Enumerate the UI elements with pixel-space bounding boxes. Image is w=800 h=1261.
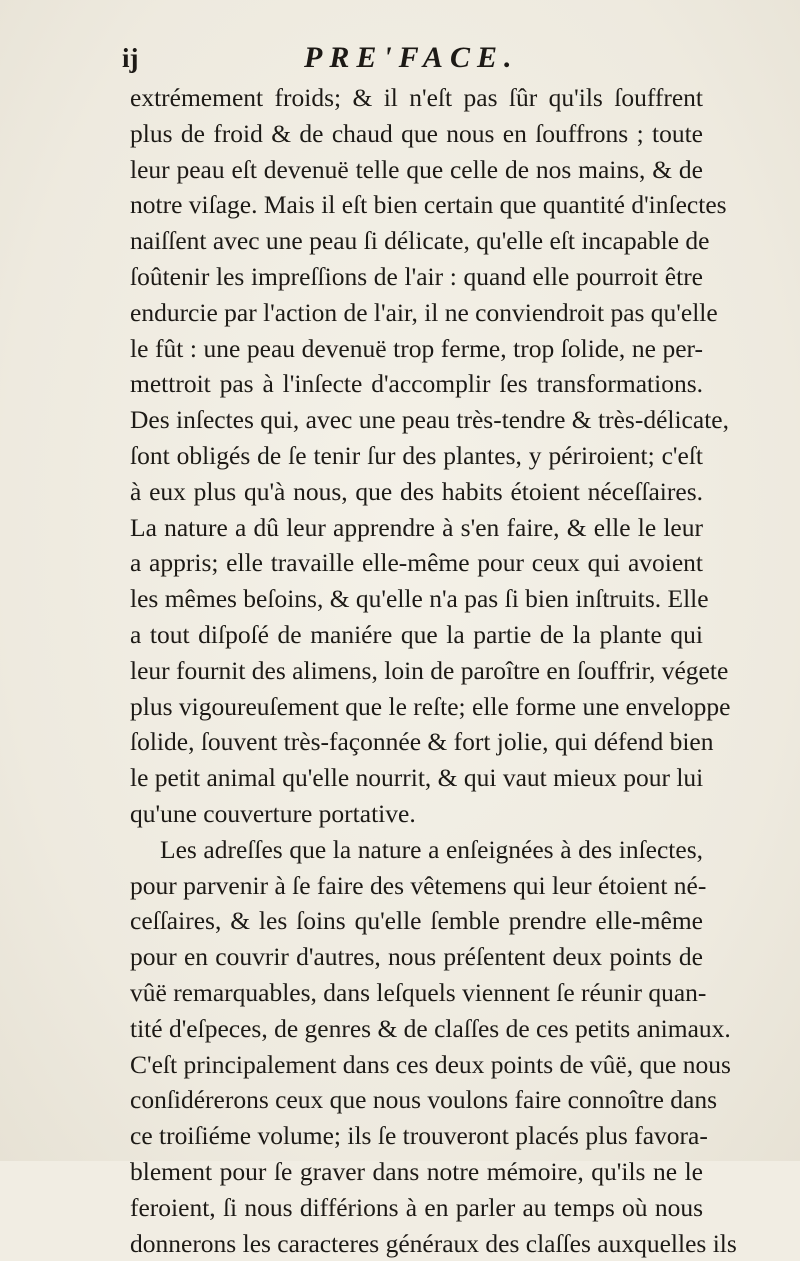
text-line: ce troiſiéme volume; ils ſe trouveront placés plus favora- xyxy=(130,1118,703,1154)
text-line: naiſſent avec une peau ſi délicate, qu'elle eſt incapable de xyxy=(130,223,703,259)
page-header xyxy=(122,40,702,76)
text-line: tité d'eſpeces, de genres & de claſſes de ces petits animaux. xyxy=(130,1011,703,1047)
text-line: plus vigoureuſement que le reſte; elle forme une enveloppe xyxy=(130,689,703,725)
text-line: extrémement froids; & il n'eſt pas ſûr qu'ils ſouffrent xyxy=(130,80,703,116)
text-line: blement pour ſe graver dans notre mémoire, qu'ils ne le xyxy=(130,1154,703,1190)
text-line: ſont obligés de ſe tenir ſur des plantes, y périroient; c'eſt xyxy=(130,438,703,474)
text-line: ceſſaires, & les ſoins qu'elle ſemble prendre elle-même xyxy=(130,903,703,939)
text-line: C'eſt principalement dans ces deux points de vûë, que nous xyxy=(130,1047,703,1083)
text-line: mettroit pas à l'inſecte d'accomplir ſes transformations. xyxy=(130,366,703,402)
text-line: les mêmes beſoins, & qu'elle n'a pas ſi bien inſtruits. Elle xyxy=(130,581,703,617)
text-line: La nature a dû leur apprendre à s'en faire, & elle le leur xyxy=(130,510,703,546)
text-line: notre viſage. Mais il eſt bien certain que quantité d'inſectes xyxy=(130,187,703,223)
page-number: ij xyxy=(122,40,139,76)
paragraph-start-line: Les adreſſes que la nature a enſeignées à des inſectes, xyxy=(130,832,703,868)
paragraph-end-line: qu'une couverture portative. xyxy=(130,796,703,832)
text-line: le petit animal qu'elle nourrit, & qui vaut mieux pour lui xyxy=(130,760,703,796)
text-line: conſidérerons ceux que nous voulons faire connoître dans xyxy=(130,1082,703,1118)
text-line: Des inſectes qui, avec une peau très-tendre & très-délicate, xyxy=(130,402,703,438)
text-line: vûë remarquables, dans leſquels viennent ſe réunir quan- xyxy=(130,975,703,1011)
text-line: feroient, ſi nous différions à en parler au temps où nous xyxy=(130,1190,703,1226)
text-line: ſolide, ſouvent très-façonnée & fort jolie, qui défend bien xyxy=(130,724,703,760)
text-line: plus de froid & de chaud que nous en ſouffrons ; toute xyxy=(130,116,703,152)
text-line: ſoûtenir les impreſſions de l'air : quand elle pourroit être xyxy=(130,259,703,295)
text-line: a tout diſpoſé de maniére que la partie de la plante qui xyxy=(130,617,703,653)
text-line: leur peau eſt devenuë telle que celle de nos mains, & de xyxy=(130,152,703,188)
text-line: à eux plus qu'à nous, que des habits étoient néceſſaires. xyxy=(130,474,703,510)
running-head: PRE'FACE. xyxy=(304,40,518,76)
text-line: endurcie par l'action de l'air, il ne conviendroit pas qu'elle xyxy=(130,295,703,331)
text-line: a appris; elle travaille elle-même pour ceux qui avoient xyxy=(130,545,703,581)
text-line: leur fournit des alimens, loin de paroître en ſouffrir, végete xyxy=(130,653,703,689)
text-line: pour parvenir à ſe faire des vêtemens qui leur étoient né- xyxy=(130,868,703,904)
text-line: pour en couvrir d'autres, nous préſentent deux points de xyxy=(130,939,703,975)
body-text xyxy=(130,80,703,1261)
text-line: le fût : une peau devenuë trop ferme, trop ſolide, ne per- xyxy=(130,331,703,367)
text-line: donnerons les caracteres généraux des claſſes auxquelles ils xyxy=(130,1226,703,1261)
